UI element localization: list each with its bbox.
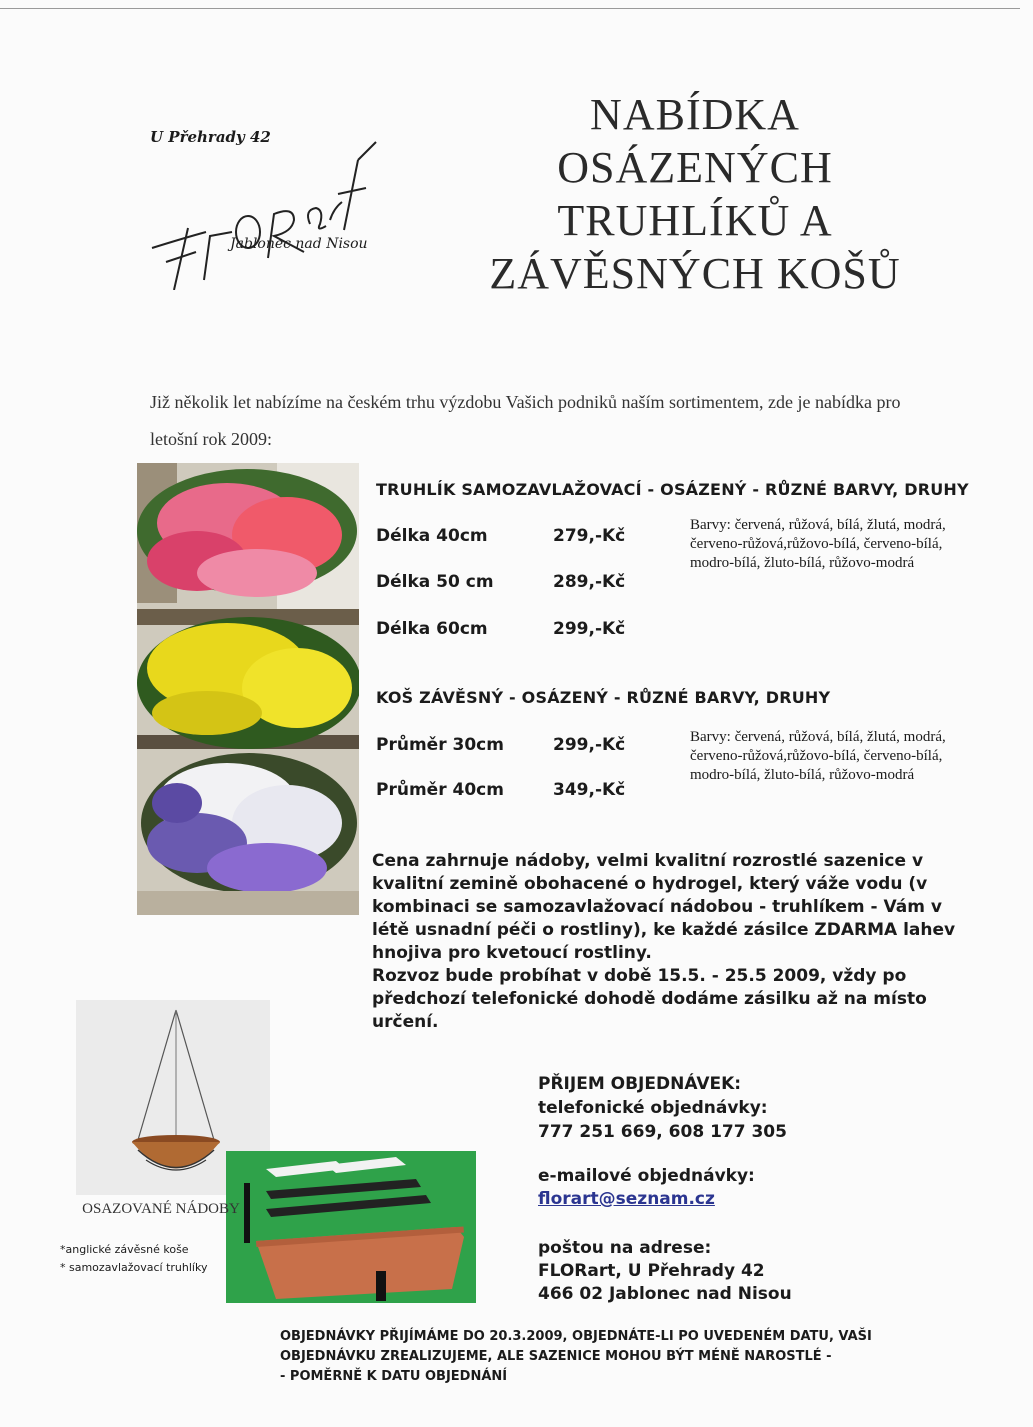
truhlik-heading: TRUHLÍK SAMOZAVLAŽOVACÍ - OSÁZENÝ - RŮZNÉ BARVY, DRUHY xyxy=(376,480,969,499)
phone-numbers[interactable]: 777 251 669, 608 177 305 xyxy=(538,1122,787,1142)
page-title xyxy=(460,88,930,300)
email-label: e-mailové objednávky: xyxy=(538,1166,755,1186)
phone-label: telefonické objednávky: xyxy=(538,1098,768,1118)
logo-street: U Přehrady 42 xyxy=(150,128,271,146)
pots-note-baskets: *anglické závěsné koše xyxy=(60,1243,189,1256)
orders-heading: PŘIJEM OBJEDNÁVEK: xyxy=(538,1074,742,1094)
flower-box-photo xyxy=(137,463,359,915)
footer-line-1: OBJEDNÁVKY PŘIJÍMÁME DO 20.3.2009, OBJEDNÁTE-LI PO UVEDENÉM DATU, VAŠI xyxy=(280,1329,872,1344)
title-line-2: OSÁZENÝCH xyxy=(557,143,833,192)
kos-row-label: Průměr 30cm xyxy=(376,735,504,755)
title-line-1: NABÍDKA xyxy=(590,90,800,139)
footer-line-3: - POMĚRNĚ K DATU OBJEDNÁNÍ xyxy=(280,1369,508,1384)
price-info xyxy=(372,850,972,1034)
top-rule xyxy=(0,8,1020,9)
kos-row-label: Průměr 40cm xyxy=(376,780,504,800)
price-info-text: Cena zahrnuje nádoby, velmi kvalitní rozrostlé sazenice v kvalitní zemině obohacené o hydrogel, který váže vodu (v kombinaci se samozavlažovací nádobou - truhlíkem - Vám v létě usnadní péči o rostliny), ke každé zásilce ZDARMA lahev hnojiva pro kvetoucí rostliny. xyxy=(372,851,956,963)
kos-row-price: 349,-Kč xyxy=(553,780,626,800)
address-line-2: 466 02 Jablonec nad Nisou xyxy=(538,1284,792,1304)
truhlik-row-price: 289,-Kč xyxy=(553,572,626,592)
florart-logo xyxy=(140,118,400,278)
truhlik-row-label: Délka 60cm xyxy=(376,619,488,639)
address-line-1: FLORart, U Přehrady 42 xyxy=(538,1261,765,1281)
kos-row-price: 299,-Kč xyxy=(553,735,626,755)
self-watering-trays-photo xyxy=(226,1151,476,1303)
pots-label: OSAZOVANÉ NÁDOBY xyxy=(82,1201,240,1217)
truhlik-row-price: 279,-Kč xyxy=(553,526,626,546)
kos-heading: KOŠ ZÁVĚSNÝ - OSÁZENÝ - RŮZNÉ BARVY, DRUHY xyxy=(376,688,831,707)
truhlik-colors: Barvy: červená, růžová, bílá, žlutá, modrá, červeno-růžová,růžovo-bílá, červeno-bílá, modro-bílá, žluto-bílá, růžovo-modrá xyxy=(690,517,946,571)
title-line-4: ZÁVĚSNÝCH KOŠŮ xyxy=(489,249,901,298)
logo-city: Jablonec nad Nisou xyxy=(230,236,368,252)
email-link[interactable]: florart@seznam.cz xyxy=(538,1189,715,1209)
footer-note xyxy=(280,1327,900,1387)
post-label: poštou na adrese: xyxy=(538,1238,712,1258)
kos-colors: Barvy: červená, růžová, bílá, žlutá, modrá, červeno-růžová,růžovo-bílá, červeno-bílá, modro-bílá, žluto-bílá, růžovo-modrá xyxy=(690,729,946,783)
truhlik-row-price: 299,-Kč xyxy=(553,619,626,639)
logo-mark-icon xyxy=(144,140,394,290)
truhlik-row-label: Délka 50 cm xyxy=(376,572,494,592)
delivery-info-text: Rozvoz bude probíhat v době 15.5. - 25.5 2009, vždy po předchozí telefonické dohodě dodáme zásilku až na místo určení. xyxy=(372,966,927,1032)
pots-note-trays: * samozavlažovací truhlíky xyxy=(60,1261,208,1274)
title-line-3: TRUHLÍKŮ A xyxy=(557,196,833,245)
intro-text: Již několik let nabízíme na českém trhu výzdobu Vašich podniků naším sortimentem, zde je nabídka pro letošní rok 2009: xyxy=(150,392,901,449)
truhlik-row-label: Délka 40cm xyxy=(376,526,488,546)
footer-line-2: OBJEDNÁVKU ZREALIZUJEME, ALE SAZENICE MOHOU BÝT MÉNĚ NAROSTLÉ - xyxy=(280,1349,832,1364)
